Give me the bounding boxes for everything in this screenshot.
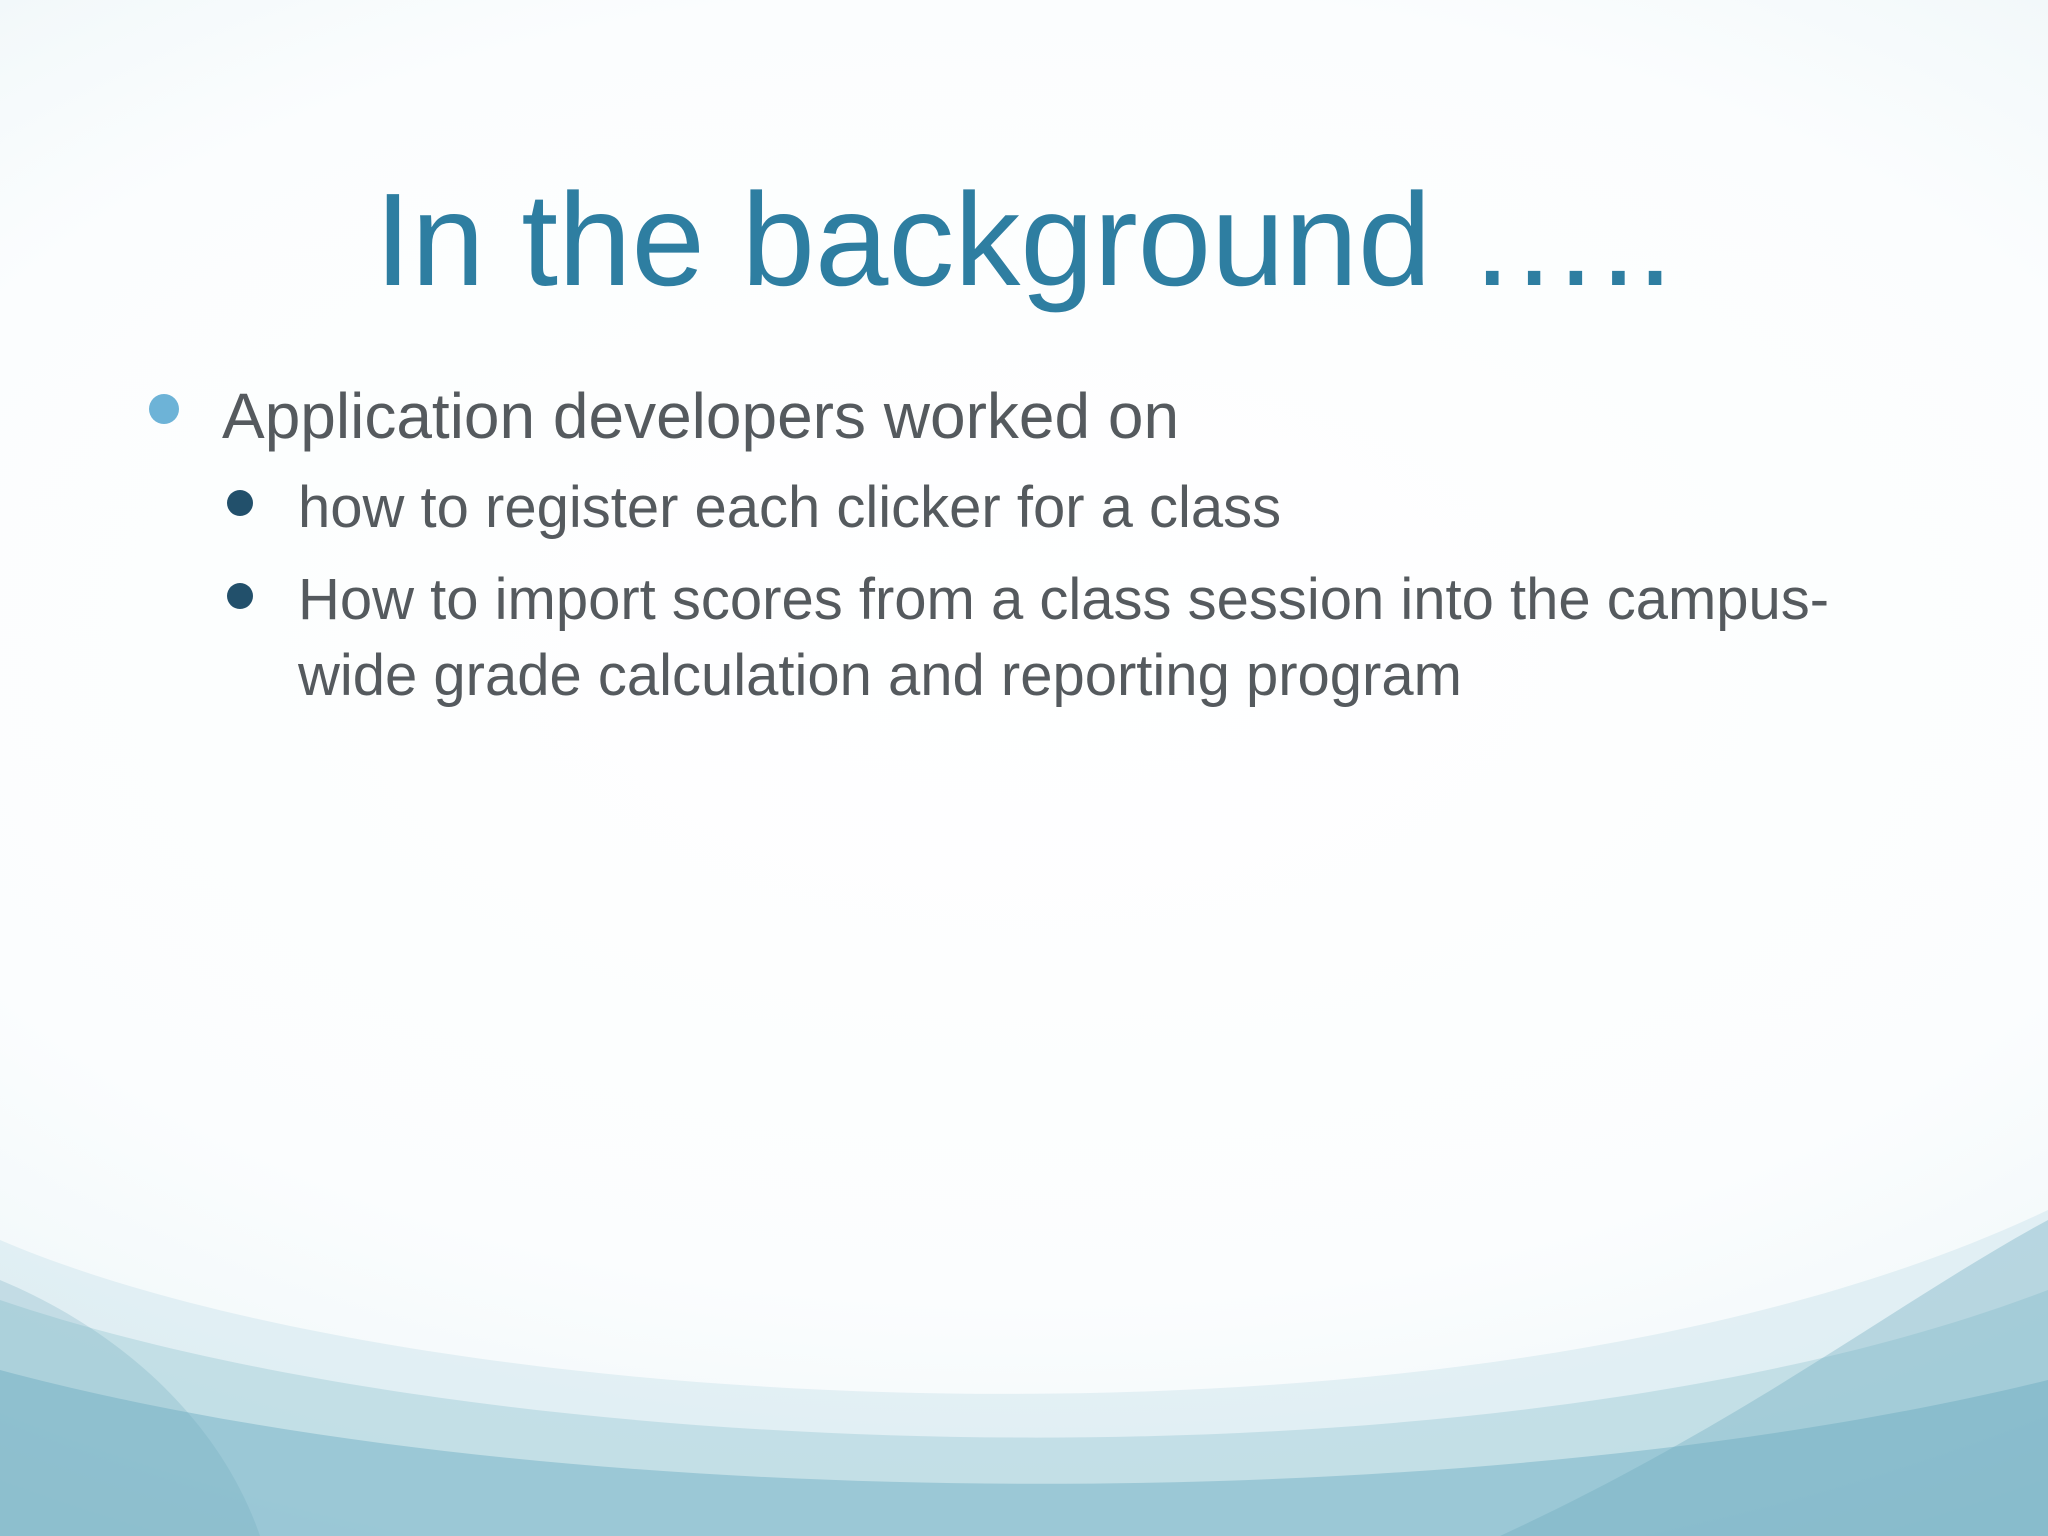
sub-bullet-dot-icon: [227, 583, 253, 609]
sub-bullet-dot-icon: [227, 490, 253, 516]
bullet-item: Application developers worked on: [222, 380, 1180, 452]
slide-title: In the background …..: [374, 166, 1674, 313]
bullet-dot-icon: [149, 394, 179, 424]
sub-bullet-item: How to import scores from a class session into the campus-wide grade calculation and reporting program: [298, 567, 1830, 708]
sub-bullet-item: how to register each clicker for a class: [298, 475, 1282, 540]
